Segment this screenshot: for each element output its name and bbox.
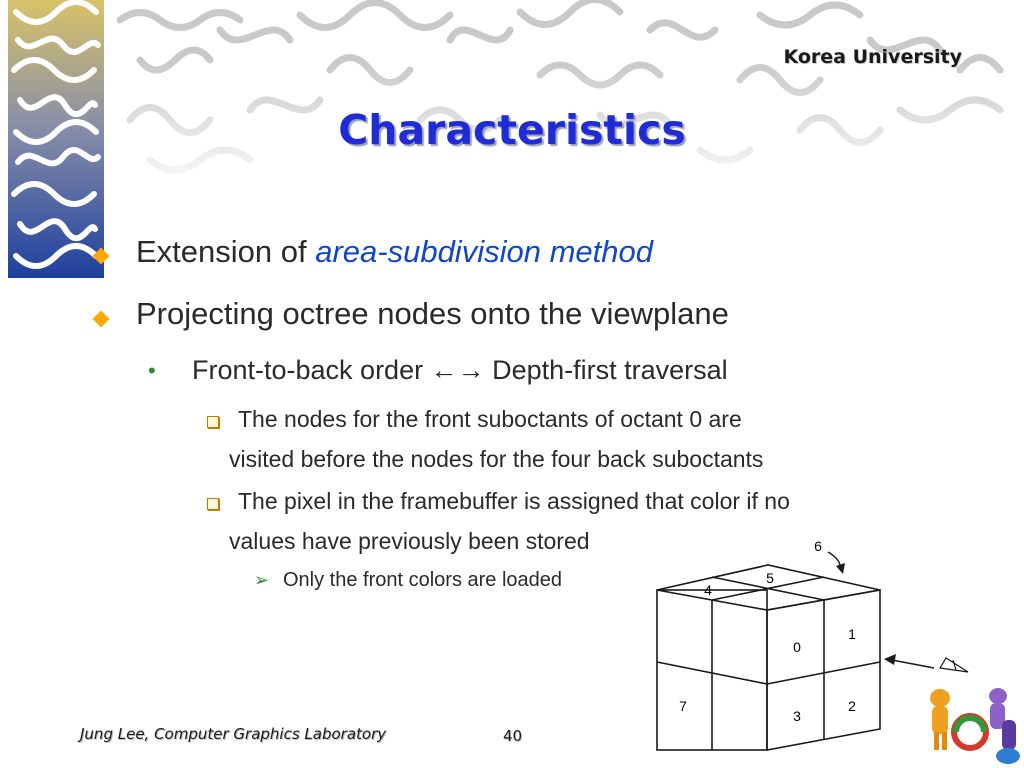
bullet-square-icon <box>207 498 219 510</box>
sub-sub-bullet-nodes <box>229 399 763 479</box>
label-4: 4 <box>704 582 712 598</box>
pixel-line-2: values have previously been stored <box>229 528 590 554</box>
label-7: 7 <box>679 698 687 714</box>
sub-bullet-order <box>192 355 728 386</box>
nodes-line-1: The nodes for the front suboctants of octant 0 are <box>238 406 742 432</box>
decorative-side-band <box>8 0 104 278</box>
page-number: 40 <box>503 727 523 745</box>
pixel-line-1: The pixel in the framebuffer is assigned that color if no <box>238 488 790 514</box>
label-0: 0 <box>793 639 801 655</box>
bullet-extension-text: Extension of <box>136 234 316 269</box>
label-6: 6 <box>814 538 822 554</box>
arrow-bullet-icon: ➢ <box>254 570 270 590</box>
university-name: Korea University <box>783 46 962 68</box>
slide-title: Characteristics <box>338 106 686 154</box>
bullet-extension <box>136 234 653 270</box>
bullet-projecting: Projecting octree nodes onto the viewplane <box>136 296 729 331</box>
bullet-dot-icon: • <box>148 358 156 383</box>
deep-bullet-front-colors: Only the front colors are loaded <box>283 569 563 591</box>
background-pattern <box>0 0 1024 200</box>
footer-author: Jung Lee, Computer Graphics Laboratory <box>80 725 387 743</box>
label-5: 5 <box>766 570 774 586</box>
bullet-extension-emphasis: area-subdivision method <box>315 234 653 269</box>
bullet-square-icon <box>207 416 219 428</box>
sub-bullet-before: Front-to-back order <box>192 355 431 385</box>
nodes-line-2: visited before the nodes for the four back suboctants <box>229 446 764 472</box>
label-1: 1 <box>848 626 856 642</box>
bullet-diamond-icon <box>93 311 110 328</box>
label-2: 2 <box>848 698 856 714</box>
decorative-figures-icon <box>920 680 1024 768</box>
sub-bullet-after: Depth-first traversal <box>484 355 728 385</box>
view-direction-arrow <box>892 660 934 668</box>
double-arrow-icon: ←→ <box>430 355 485 385</box>
label-3: 3 <box>793 708 801 724</box>
